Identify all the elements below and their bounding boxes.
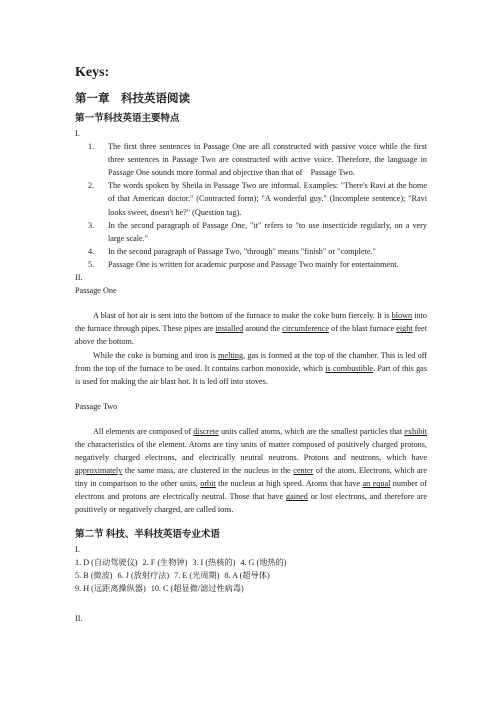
passage-one-label: Passage One (75, 286, 117, 296)
passage-one-paragraph-2: While the coke is burning and iron is melting, gas is formed at the top of the chamber. This is led off from the top of the furnace to be used. It contains carbon monoxide, which is combustible. Part of this gas is used for making the air blast hot. It is led off into stoves. (75, 350, 428, 386)
item-text: Passage One is written for academic purpose and Passage Two mainly for entertainment. (108, 259, 399, 269)
item-text: In the second paragraph of Passage One, "it" refers to "to use insecticide regularly, on a very large scale." (108, 220, 427, 243)
passage-two-label: Passage Two (75, 401, 118, 411)
fill-in-answer: is combustible (325, 363, 374, 373)
keys-title: Keys: (75, 65, 110, 80)
item-text: The words spoken by Sheila in Passage Two are informal. Examples: "There's Ravi at the home of that American doctor." (Contracted form); "A wonderful guy." (Incomplete sentence); "Ravi looks sweet, doesn't he?" (Question tag). (108, 181, 427, 217)
answer-item (75, 258, 427, 271)
fill-in-answer: center (293, 466, 314, 476)
term-answer: 8. A (超导体) (224, 570, 270, 580)
answer-item (75, 245, 427, 258)
term-answer: 5. B (微波) (75, 570, 113, 580)
section2-heading: 第二节 科技、半科技英语专业术语 (75, 529, 220, 540)
term-answer: 3. I (热核的) (192, 557, 236, 567)
item-text: In the second paragraph of Passage Two, "through" means "finish" or "complete." (108, 246, 376, 256)
passage-two-paragraph: All elements are composed of discrete units called atoms, which are the smallest particles that exhibit the characteristics of the element. Atoms are tiny units of matter composed of positively charged protons, negatively charged electrons, and electrically neutral neutrons. Protons and neutrons, which have approximately the same mass, are clustered in the nucleus in the center of the atom. Electrons, which are tiny in comparison to the other units, orbit the nucleus at high speed. Atoms that have an equal number of electrons and protons are electrically neutral. Those that have gained or lost electrons, and therefore are positively or negatively charged, are called ions. (75, 426, 428, 515)
fill-in-answer: melting (218, 350, 244, 360)
fill-in-answer: an equal (362, 479, 391, 489)
term-answers-row-2 (75, 569, 427, 582)
part1-label: I. (75, 129, 80, 138)
item-number: 5. (88, 259, 95, 269)
item-text: The first three sentences in Passage One are all constructed with passive voice while the first three sentences in Passage Two are constructed with active voice. Therefore, the language in Passage One sounds more formal and objective than that of Passage Two. (108, 142, 427, 178)
answer-item (75, 140, 427, 179)
section2-part1-label: I. (75, 544, 80, 554)
answer-list (75, 140, 427, 271)
section1-heading: 第一节科技英语主要特点 (75, 114, 180, 124)
term-answer: 10. C (超显微/滤过性病毒) (150, 583, 244, 593)
item-number: 1. (88, 142, 95, 152)
section2-part2-label: II. (75, 613, 83, 623)
term-answers-row-1 (75, 556, 427, 569)
passage-one-paragraph-1: A blast of hot air is sent into the bottom of the furnace to make the coke burn fiercely. It is blown into the furnace through pipes. These pipes are installed around the circumference of the blast furnace eight feet above the bottom. (75, 311, 427, 347)
chapter-heading: 第一章 科技英语阅读 (75, 93, 190, 105)
item-number: 3. (88, 220, 95, 230)
fill-in-answer: circumference (282, 324, 330, 334)
term-answer: 9. H (远距离操纵器) (75, 583, 146, 593)
term-answer: 7. E (光周期) (174, 570, 220, 580)
term-answer: 4. G (地热的) (240, 557, 287, 567)
part2-label: II. (75, 273, 83, 283)
term-answer: 1. D (自动驾驶仪) (75, 557, 138, 567)
document-content (75, 64, 427, 625)
answer-item (75, 219, 427, 245)
term-answer: 2. F (生物钟) (142, 557, 188, 567)
fill-in-answer: exhibit (404, 426, 427, 436)
term-answer: 6. J (放射疗法) (117, 570, 170, 580)
item-number: 4. (88, 246, 95, 256)
fill-in-answer: blown (391, 311, 413, 321)
answer-item (75, 179, 427, 218)
fill-in-answer: installed (215, 324, 244, 334)
fill-in-answer: eight (396, 324, 413, 334)
term-answers-row-3 (75, 582, 427, 595)
fill-in-answer: orbit (200, 479, 216, 489)
fill-in-answer: approximately (75, 466, 123, 476)
fill-in-answer: gained (286, 492, 308, 502)
item-number: 2. (88, 181, 95, 191)
fill-in-answer: discrete (193, 426, 219, 436)
